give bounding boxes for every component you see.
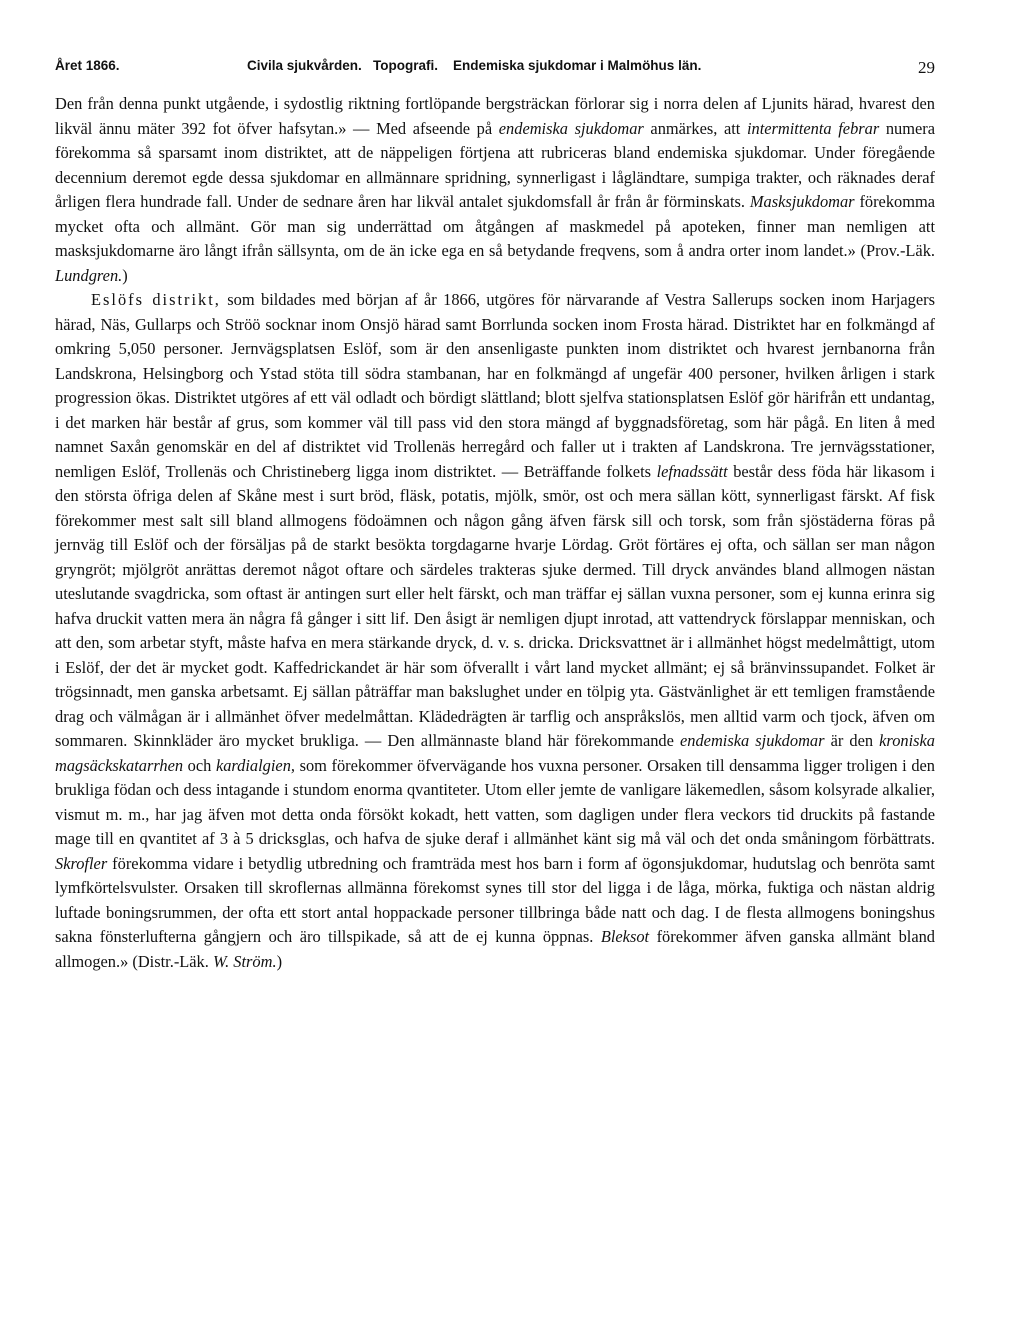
italic-term: lefnadssätt [656, 461, 728, 481]
header-section-topography: Topografi. [373, 58, 438, 73]
italic-term: endemiska sjukdomar [498, 118, 644, 138]
text-run: förekomma vidare i betydlig utbredning och framträda mest hos barn i form af ögonsjukdomar, hudutslag och benröta samt lymfkörtelsvulster. Orsaken till skroflernas allmänna förekomst synes till stor del ligga i de låga, mörka, fuktiga och nästan aldrig luftade boningsrummen, der ofta ett stort antal hoppackade personer tillbringa både natt och dag. I de flesta allmogens boningshus sakna fönsterlufterna gångjern och äro tillspikade, så att de ej kunna öppnas. [55, 853, 935, 946]
text-run: som bildades med början af år 1866, utgöres för närvarande af Vestra Sallerups socken inom Harjagers härad, Näs, Gullarps och Ströö socknar inom Onsjö härad samt Borrlunda socken inom Frosta härad. Distriktet har en folkmängd af omkring 5,050 personer. Jernvägsplatsen Eslöf, som är den ansenligaste punkten inom distriktet och hvarest jernbanorna från Landskrona, Helsingborg och Ystad stöta till södra stambanan, har en folkmängd af ungefär 400 personer, hvilken årligen i stark progression ökas. Distriktet utgöres af ett väl odladt och bördigt slättland; blott sjelfva stationsplatsen Eslöf gör härifrån ett undantag, i det marken här består af grus, som kommer väl till pass vid den stora mängd af byggnadsföretag, som här pågå. En liten å med namnet Saxån genomskär en del af distriktet vid Trollenäs herregård och faller ut i trakten af Landskrona. Tre jernvägsstationer, nemligen Eslöf, Trollenäs och Christineberg ligga inom distriktet. — Beträffande folkets [55, 290, 935, 481]
text-run: är den [824, 731, 880, 750]
header-section-care: Civila sjukvården. [247, 58, 362, 73]
header-year: Året 1866. [55, 58, 120, 73]
italic-term: Skrofler [55, 853, 108, 873]
text-run: anmärkes, att [643, 118, 747, 138]
italic-term: endemiska sjukdomar [680, 731, 825, 750]
text-run: ) [276, 951, 283, 971]
text-run: består dess föda här likasom i den största öfriga delen af Skåne mest i surt bröd, fläsk, potatis, mjölk, smör, ost och mera sällan kött, synnerligast färskt. Af fisk förekommer mest salt sill bland allmogens födoämnen och någon gång äfven färsk sill och torsk, som från sjöstäderna föras på jernväg till Eslöf och der försäljas på de starkt besökta torgdagarne hvarje Lördag. Gröt förtäres ej ofta, och sällan ser man någon gryngröt; mjölgröt anrättas deremot något oftare och särdeles trakteras sjuke dermed. Till dryck användes bland allmogen nästan uteslutande svagdricka, som oftast är antingen surt eller helt färskt, och man träffar ej sällan vuxna personer, som ej kunna erinra sig hafva druckit vatten mera än några få gånger i sitt lif. Den åsigt är nemligen djupt inrotad, att vattendryck förslappar menniskan, och att den, som arbetar styft, måste hafva en mera stärkande dryck, d. v. s. dricka. Dricksvattnet är i allmänhet högst medelmåttigt, utom i Eslöf, der det är mycket godt. Kaffedrickandet är här som öfverallt i vårt land mycket allmänt; ej så bränvinssupandet. Folket är trögsinnadt, men ganska arbetsamt. Ej sällan påträffar man bakslughet under en tölpig yta. Gästvänlighet är ett temligen framstående drag och välmågan är i allmänhet öfver medelmåttan. Klädedrägten är tarflig och anspråkslös, men alltid varm och tjock, äfven om sommaren. Skinnkläder äro mycket brukliga. — Den allmännaste bland här förekommande [55, 461, 935, 750]
italic-term: Masksjukdomar [749, 192, 855, 211]
text-run: som förekommer öfvervägande hos vuxna personer. Orsaken till densamma ligger troligen i den brukliga födan och dess intagande i stundom enorma qvantiteter. Utom eller jemte de vanligare läkemedlen, såsom kolsyrade alkalier, vismut m. m., har jag äfven mot detta onda försökt kokadt, hett vatten, som dagligen under flera veckors tid druckits på fastande mage till en qvantitet af 3 à 5 dricksglas, och hafva de sjuke deraf i allmänhet känt sig må väl och det onda småningom förbättrats. [55, 755, 935, 848]
running-header [55, 58, 935, 82]
italic-term: intermittenta febrar [746, 118, 880, 138]
text-run: Den från denna punkt utgående, i sydostlig riktning fortlöpande bergsträckan förlorar sig i norra delen af Ljunits härad, hvarest den likväl ännu mäter 392 fot öfver hafsytan.» — Med afseende på [55, 94, 935, 138]
italic-term: kardialgien, [215, 755, 295, 775]
italic-author: W. Ström. [212, 951, 277, 971]
italic-author: Lundgren. [55, 265, 123, 285]
italic-term: Bleksot [600, 927, 650, 946]
text-run: och [183, 755, 216, 775]
text-run: numera förekomma så sparsamt inom distriktet, att de näppeligen förtjena att rubriceras bland endemiska sjukdomar. Under föregående decennium deremot egde dessa sjukdomar en allmännare spridning, synnerligast i lågländtare, sumpiga trakter, och räknades deraf årligen flera hundrade fall. Under de sednare åren har likväl antalet sjukdomsfall år från år förminskats. [55, 118, 936, 211]
paragraph-lundgren [55, 92, 935, 288]
text-run: förekommer äfven ganska allmänt bland allmogen.» (Distr.-Läk. [55, 927, 936, 971]
text-run: förekomma mycket ofta och allmänt. Gör man sig underrättad om åtgången af maskmedel på apoteken, finner man nemligen att masksjukdomarne äro långt ifrån sällsynta, om de än icke ega en så betydande freqvens, som å andra orter inom landet.» (Prov.-Läk. [55, 192, 935, 260]
italic-term: kroniska magsäckskatarrhen [55, 731, 935, 775]
district-heading: Eslöfs distrikt, [91, 290, 221, 309]
text-run: ) [122, 265, 128, 285]
page-number: 29 [918, 58, 935, 77]
body-text [55, 92, 935, 974]
paragraph-eslof-district [55, 288, 935, 974]
header-section-endemic: Endemiska sjukdomar i Malmöhus län. [453, 58, 702, 73]
